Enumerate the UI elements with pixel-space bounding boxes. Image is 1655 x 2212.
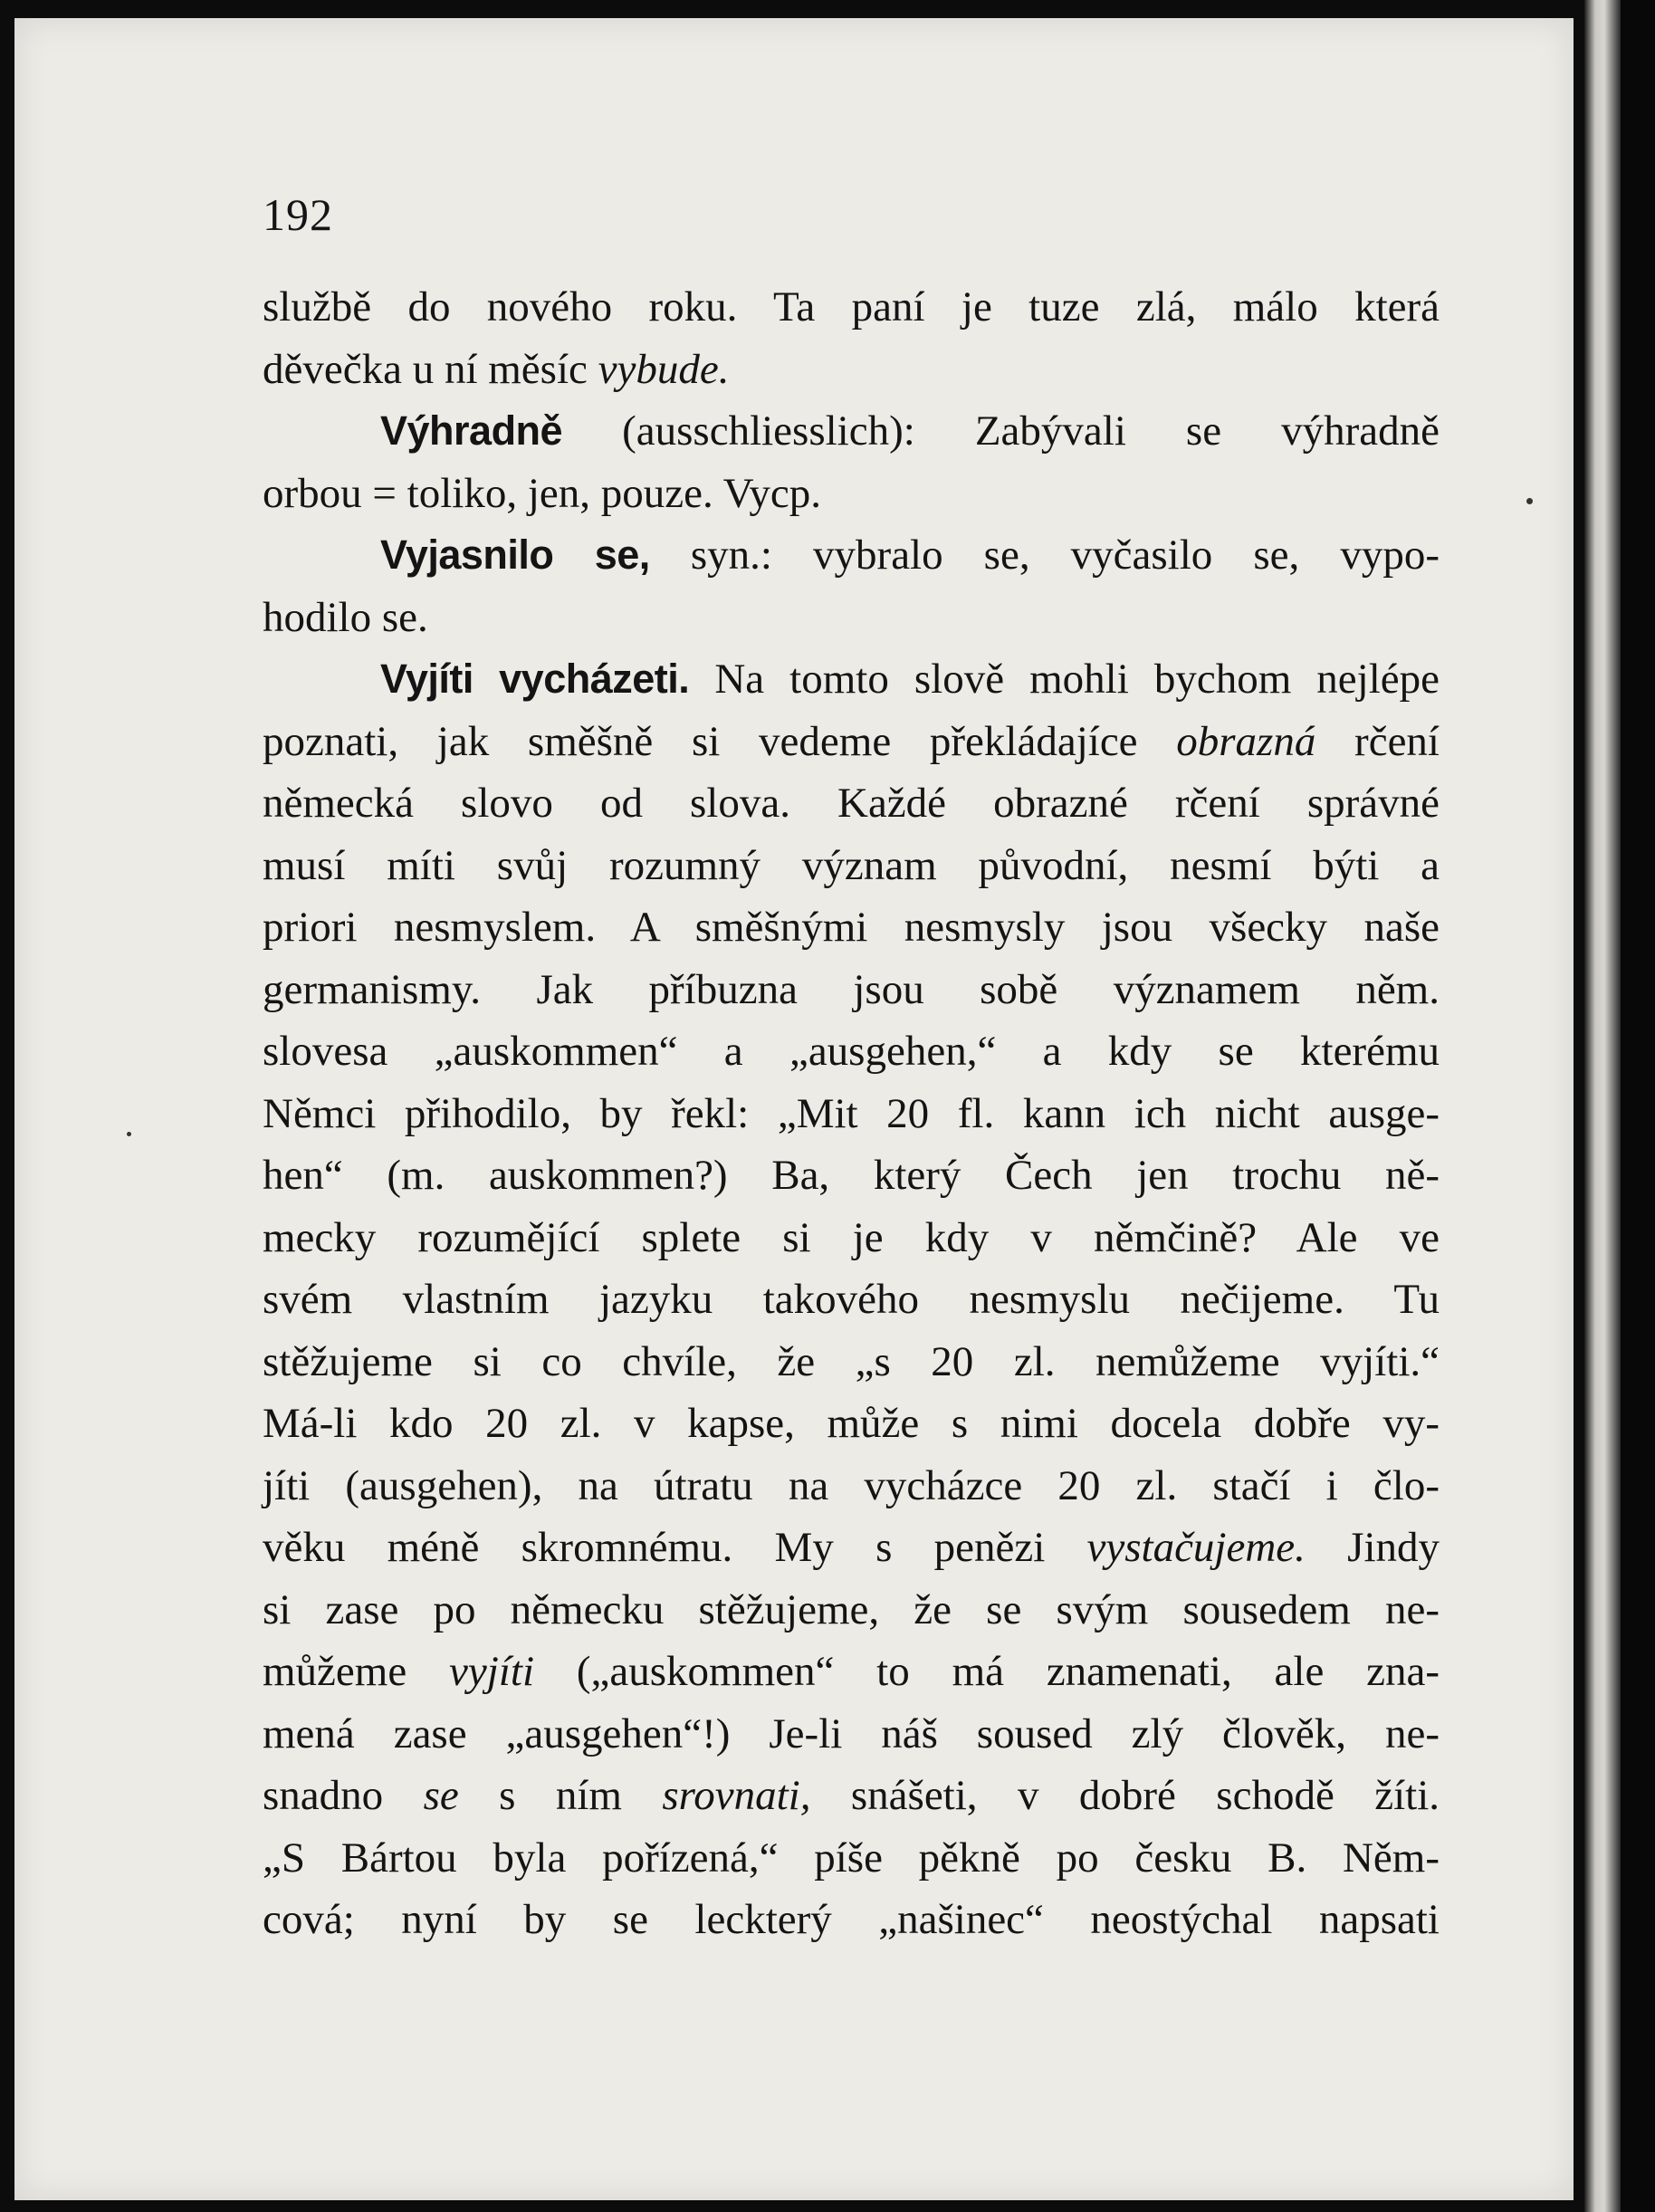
text-segment: „S Bártou byla pořízená,“ píše pěkně po česku B. Něm- bbox=[263, 1834, 1440, 1882]
text-line bbox=[263, 400, 1440, 463]
text-line bbox=[263, 835, 1440, 897]
text-line bbox=[263, 1269, 1440, 1331]
paragraph bbox=[263, 648, 1440, 1951]
text-segment: (ausschliesslich): Zabývali se výhradně bbox=[562, 407, 1440, 455]
text-segment: slovesa „auskommen“ a „ausgehen,“ a kdy se kterému bbox=[263, 1028, 1440, 1075]
text-line bbox=[263, 1144, 1440, 1207]
text-segment: hen“ (m. auskommen?) Ba, který Čech jen trochu ně- bbox=[263, 1152, 1440, 1199]
speck-mark bbox=[127, 1132, 131, 1136]
text-line bbox=[263, 1393, 1440, 1455]
paragraph bbox=[263, 400, 1440, 524]
text-line bbox=[263, 959, 1440, 1021]
text-segment: priori nesmyslem. A směšnými nesmysly jsou všecky naše bbox=[263, 904, 1440, 951]
text-segment: Má-li kdo 20 zl. v kapse, může s nimi docela dobře vy- bbox=[263, 1400, 1440, 1447]
italic-term: se bbox=[423, 1772, 459, 1819]
text-line bbox=[263, 1207, 1440, 1269]
speck-mark bbox=[1526, 498, 1533, 504]
text-segment: Němci přihodilo, by řekl: „Mit 20 fl. kann ich nicht ausge- bbox=[263, 1089, 1440, 1137]
text-line bbox=[263, 339, 1440, 401]
text-line bbox=[263, 276, 1440, 339]
scan-border-right bbox=[1621, 0, 1655, 2212]
text-line bbox=[263, 1331, 1440, 1393]
text-segment: můžeme bbox=[263, 1648, 450, 1695]
text-line bbox=[263, 648, 1440, 711]
paragraph bbox=[263, 276, 1440, 400]
text-segment: si zase po německu stěžujeme, že se svým sousedem ne- bbox=[263, 1585, 1440, 1633]
text-line bbox=[263, 772, 1440, 835]
entry-headword: Vyjasnilo se, bbox=[380, 531, 650, 578]
text-line bbox=[263, 1703, 1440, 1766]
text-line bbox=[263, 1455, 1440, 1518]
text-line bbox=[263, 1827, 1440, 1890]
text-segment: rčení bbox=[1315, 717, 1440, 765]
text-segment: děvečka u ní měsíc bbox=[263, 345, 598, 393]
page-gutter-edge bbox=[1584, 0, 1621, 2212]
italic-term: vystačujeme. bbox=[1086, 1524, 1306, 1571]
text-segment: stěžujeme si co chvíle, že „s 20 zl. nemůžeme vyjíti.“ bbox=[263, 1337, 1440, 1385]
text-line bbox=[263, 587, 1440, 649]
entry-headword: Výhradně bbox=[380, 407, 563, 454]
text-segment: službě do nového roku. Ta paní je tuze zlá, málo která bbox=[263, 283, 1440, 330]
entry-headword: Vyjíti vycházeti. bbox=[380, 656, 690, 702]
italic-term: srovnati, bbox=[662, 1772, 811, 1819]
text-segment: jíti (ausgehen), na útratu na vycházce 20 zl. stačí i člo- bbox=[263, 1461, 1440, 1509]
text-segment: orbou = toliko, jen, pouze. Vycp. bbox=[263, 469, 821, 517]
text-line bbox=[263, 1517, 1440, 1579]
text-line bbox=[263, 463, 1440, 525]
text-segment: svém vlastním jazyku takového nesmyslu nečijeme. Tu bbox=[263, 1276, 1440, 1323]
body-text bbox=[263, 276, 1440, 1951]
text-segment: hodilo se. bbox=[263, 593, 428, 641]
text-segment: poznati, jak směšně si vedeme překládajíce bbox=[263, 717, 1177, 765]
text-segment: Jindy bbox=[1305, 1524, 1440, 1571]
text-line bbox=[263, 524, 1440, 587]
italic-term: vybude. bbox=[598, 345, 730, 393]
text-line bbox=[263, 711, 1440, 773]
text-line bbox=[263, 1579, 1440, 1642]
text-segment: snadno bbox=[263, 1772, 424, 1819]
text-line bbox=[263, 1083, 1440, 1145]
text-line bbox=[263, 896, 1440, 959]
text-segment: věku méně skromnému. My s penězi bbox=[263, 1524, 1087, 1571]
text-segment: musí míti svůj rozumný význam původní, nesmí býti a bbox=[263, 841, 1440, 889]
text-segment: cová; nyní by se leckterý „našinec“ neostýchal napsati bbox=[263, 1896, 1440, 1943]
paragraph bbox=[263, 524, 1440, 648]
page-number: 192 bbox=[263, 189, 333, 240]
text-line bbox=[263, 1020, 1440, 1083]
text-segment: Na tomto slově mohli bychom nejlépe bbox=[689, 656, 1440, 703]
text-line bbox=[263, 1765, 1440, 1827]
text-line bbox=[263, 1889, 1440, 1951]
text-segment: mecky rozumějící splete si je kdy v němčině? Ale ve bbox=[263, 1213, 1440, 1261]
text-segment: snášeti, v dobré schodě žíti. bbox=[810, 1772, 1440, 1819]
italic-term: vyjíti bbox=[449, 1648, 535, 1695]
text-segment: germanismy. Jak příbuzna jsou sobě významem něm. bbox=[263, 965, 1440, 1013]
text-segment: syn.: vybralo se, vyčasilo se, vypo- bbox=[649, 531, 1440, 579]
text-line bbox=[263, 1641, 1440, 1703]
text-segment: s ním bbox=[458, 1772, 663, 1819]
text-segment: mená zase „ausgehen“!) Je-li náš soused zlý člověk, ne- bbox=[263, 1709, 1440, 1757]
text-segment: („auskommen“ to má znamenati, ale zna- bbox=[534, 1648, 1440, 1695]
text-segment: německá slovo od slova. Každé obrazné rčení správné bbox=[263, 780, 1440, 827]
italic-term: obrazná bbox=[1176, 717, 1316, 765]
